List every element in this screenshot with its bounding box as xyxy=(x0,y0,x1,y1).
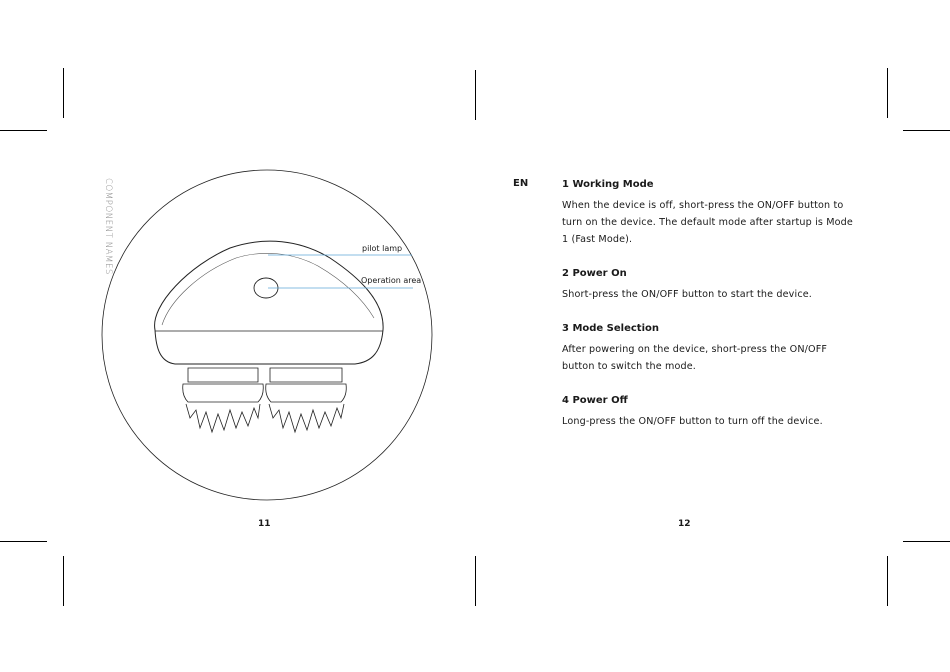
instructions xyxy=(562,178,862,449)
device-body-inner-edge xyxy=(162,253,374,325)
device-body xyxy=(155,241,384,364)
massage-head-right xyxy=(266,368,347,432)
massage-head-left xyxy=(183,368,264,432)
section-body: When the device is off, short-press the ON/OFF button to turn on the device. The default mode after startup is Mode 1 (Fast Mode). xyxy=(562,200,853,245)
page-number-left: 11 xyxy=(258,519,271,529)
page-number-right: 12 xyxy=(678,519,691,529)
section-body: Long-press the ON/OFF button to turn off the device. xyxy=(562,416,823,427)
section-working-mode xyxy=(562,178,862,248)
section-mode-selection xyxy=(562,322,862,375)
section-power-on xyxy=(562,267,862,303)
section-power-off xyxy=(562,394,862,430)
operation-area-label: Operation area xyxy=(361,276,422,285)
language-code: EN xyxy=(513,178,529,189)
side-label: COMPONENT NAMES xyxy=(103,178,113,276)
section-title: 2 Power On xyxy=(562,268,627,279)
section-title: 3 Mode Selection xyxy=(562,323,660,334)
section-body: After powering on the device, short-press the ON/OFF button to switch the mode. xyxy=(562,344,828,372)
section-title: 1 Working Mode xyxy=(562,179,654,190)
pilot-lamp-label: pilot lamp xyxy=(362,244,403,253)
section-title: 4 Power Off xyxy=(562,395,628,406)
section-body: Short-press the ON/OFF button to start the device. xyxy=(562,289,812,300)
